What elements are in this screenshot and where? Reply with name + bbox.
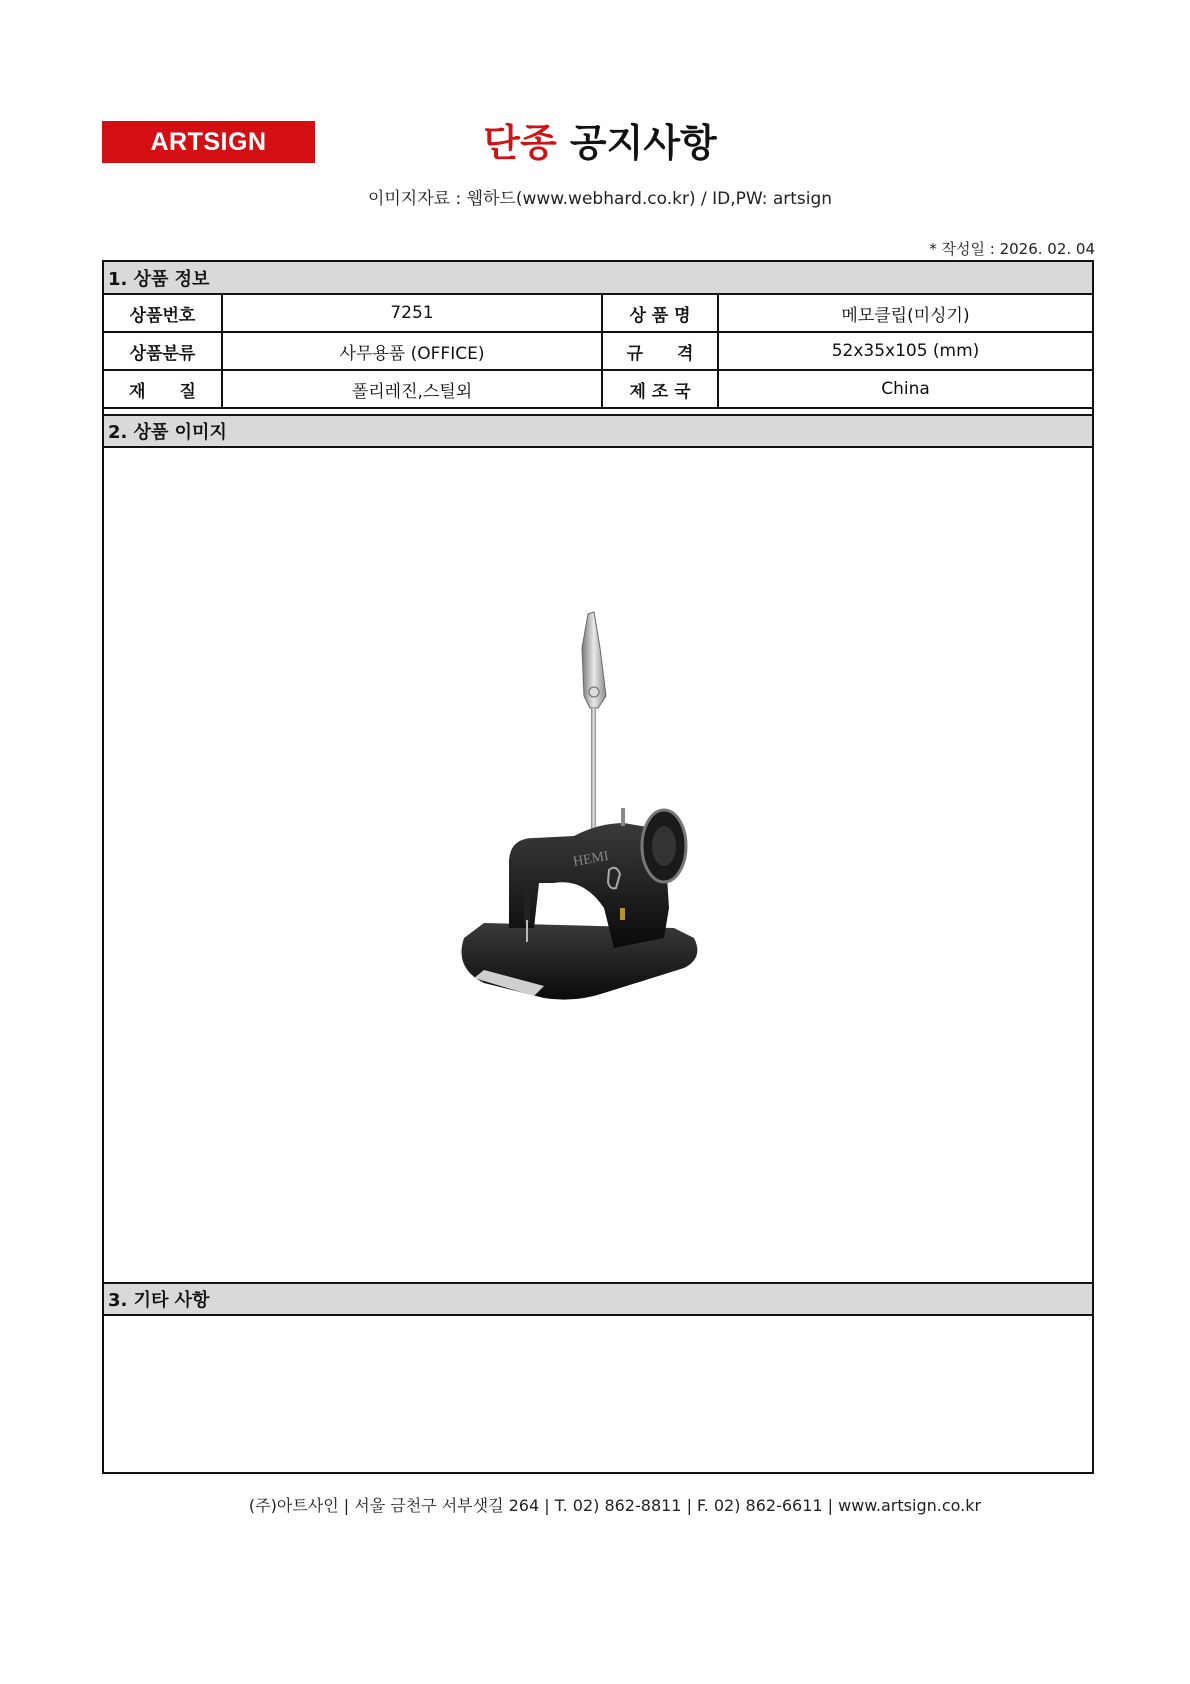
cell-value: 사무용품 (OFFICE)	[222, 332, 602, 370]
table-row	[104, 332, 1092, 370]
section-header-product-image: 2. 상품 이미지	[104, 414, 1092, 448]
cell-label: 규 격	[602, 332, 718, 370]
notice-frame	[102, 260, 1094, 1474]
cell-label: 상품번호	[104, 295, 222, 332]
document-date: * 작성일 : 2026. 02. 04	[929, 240, 1095, 258]
page-title	[0, 112, 1190, 167]
cell-value: China	[718, 370, 1092, 408]
title-main: 공지사항	[569, 121, 717, 165]
product-info-table	[104, 295, 1092, 409]
title-accent: 단종	[483, 121, 557, 165]
cell-value: 폴리레진,스틸외	[222, 370, 602, 408]
product-image-area	[104, 448, 1092, 1282]
subtitle: 이미지자료 : 웹하드(www.webhard.co.kr) / ID,PW: artsign	[367, 189, 833, 209]
cell-label: 재 질	[104, 370, 222, 408]
sewing-machine-memo-clip-icon	[424, 608, 764, 1058]
cell-value: 52x35x105 (mm)	[718, 332, 1092, 370]
table-row	[104, 295, 1092, 332]
cell-value: 메모클립(미싱기)	[718, 295, 1092, 332]
footer-company-info: (주)아트사인 | 서울 금천구 서부샛길 264 | T. 02) 862-8811 | F. 02) 862-6611 | www.artsign.co.kr	[248, 1496, 982, 1515]
cell-label: 상 품 명	[602, 295, 718, 332]
cell-value: 7251	[222, 295, 602, 332]
machine-brand-text: HEMI	[572, 848, 610, 870]
cell-label: 상품분류	[104, 332, 222, 370]
section-header-other: 3. 기타 사항	[104, 1282, 1092, 1316]
artsign-logo: ARTSIGN	[102, 121, 315, 163]
table-row	[104, 370, 1092, 408]
section-header-product-info: 1. 상품 정보	[104, 262, 1092, 295]
cell-label: 제 조 국	[602, 370, 718, 408]
